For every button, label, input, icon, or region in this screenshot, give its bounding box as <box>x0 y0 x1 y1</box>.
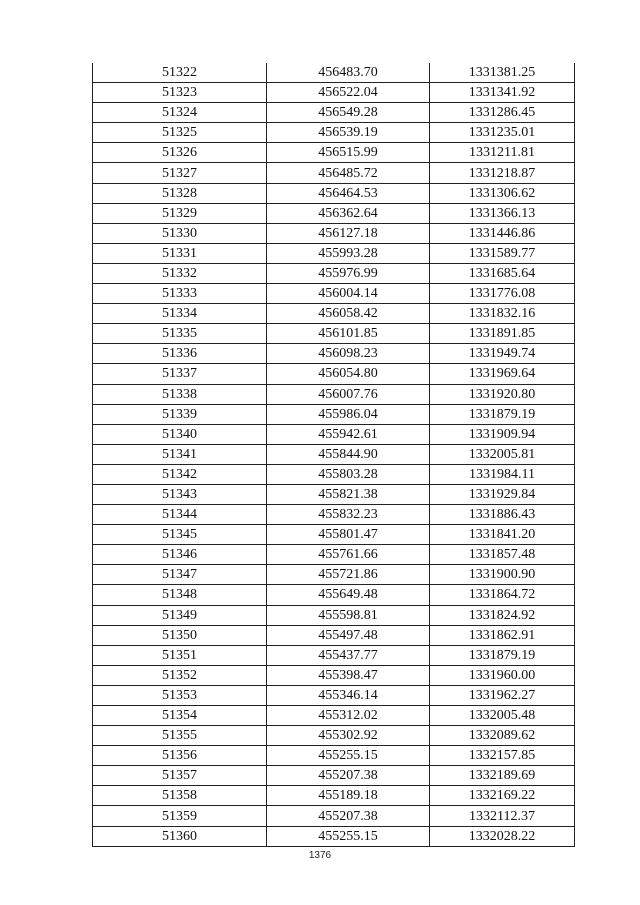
x-coordinate-cell: 455598.81 <box>267 605 430 625</box>
x-coordinate-cell: 455821.38 <box>267 484 430 504</box>
table-row <box>93 645 575 665</box>
point-id-cell: 51341 <box>93 444 267 464</box>
table-row <box>93 726 575 746</box>
x-coordinate-cell: 455649.48 <box>267 585 430 605</box>
x-coordinate-cell: 456362.64 <box>267 203 430 223</box>
table-row <box>93 484 575 504</box>
point-id-cell: 51343 <box>93 484 267 504</box>
x-coordinate-cell: 455844.90 <box>267 444 430 464</box>
y-coordinate-cell: 1332189.69 <box>430 766 575 786</box>
x-coordinate-cell: 456549.28 <box>267 103 430 123</box>
x-coordinate-cell: 455437.77 <box>267 645 430 665</box>
y-coordinate-cell: 1331949.74 <box>430 344 575 364</box>
point-id-cell: 51344 <box>93 505 267 525</box>
x-coordinate-cell: 455255.15 <box>267 826 430 846</box>
table-row <box>93 585 575 605</box>
y-coordinate-cell: 1332089.62 <box>430 726 575 746</box>
point-id-cell: 51345 <box>93 525 267 545</box>
coordinate-table-body <box>93 63 575 846</box>
y-coordinate-cell: 1331211.81 <box>430 143 575 163</box>
y-coordinate-cell: 1331776.08 <box>430 284 575 304</box>
y-coordinate-cell: 1331984.11 <box>430 464 575 484</box>
x-coordinate-cell: 455721.86 <box>267 565 430 585</box>
x-coordinate-cell: 455993.28 <box>267 243 430 263</box>
x-coordinate-cell: 456464.53 <box>267 183 430 203</box>
table-row <box>93 404 575 424</box>
point-id-cell: 51348 <box>93 585 267 605</box>
point-id-cell: 51349 <box>93 605 267 625</box>
table-row <box>93 665 575 685</box>
y-coordinate-cell: 1331832.16 <box>430 304 575 324</box>
y-coordinate-cell: 1331900.90 <box>430 565 575 585</box>
point-id-cell: 51326 <box>93 143 267 163</box>
table-row <box>93 83 575 103</box>
table-row <box>93 284 575 304</box>
y-coordinate-cell: 1331960.00 <box>430 665 575 685</box>
point-id-cell: 51338 <box>93 384 267 404</box>
y-coordinate-cell: 1332005.48 <box>430 706 575 726</box>
table-row <box>93 826 575 846</box>
y-coordinate-cell: 1331306.62 <box>430 183 575 203</box>
table-row <box>93 263 575 283</box>
table-row <box>93 324 575 344</box>
y-coordinate-cell: 1331589.77 <box>430 243 575 263</box>
y-coordinate-cell: 1331909.94 <box>430 424 575 444</box>
point-id-cell: 51337 <box>93 364 267 384</box>
table-row <box>93 183 575 203</box>
point-id-cell: 51328 <box>93 183 267 203</box>
y-coordinate-cell: 1331879.19 <box>430 645 575 665</box>
x-coordinate-cell: 455497.48 <box>267 625 430 645</box>
y-coordinate-cell: 1331891.85 <box>430 324 575 344</box>
point-id-cell: 51329 <box>93 203 267 223</box>
x-coordinate-cell: 455207.38 <box>267 806 430 826</box>
x-coordinate-cell: 455189.18 <box>267 786 430 806</box>
table-row <box>93 625 575 645</box>
x-coordinate-cell: 455976.99 <box>267 263 430 283</box>
y-coordinate-cell: 1331366.13 <box>430 203 575 223</box>
point-id-cell: 51346 <box>93 545 267 565</box>
point-id-cell: 51334 <box>93 304 267 324</box>
x-coordinate-cell: 456515.99 <box>267 143 430 163</box>
x-coordinate-cell: 455255.15 <box>267 746 430 766</box>
table-row <box>93 806 575 826</box>
x-coordinate-cell: 456004.14 <box>267 284 430 304</box>
point-id-cell: 51335 <box>93 324 267 344</box>
y-coordinate-cell: 1331286.45 <box>430 103 575 123</box>
y-coordinate-cell: 1331235.01 <box>430 123 575 143</box>
table-row <box>93 304 575 324</box>
x-coordinate-cell: 456539.19 <box>267 123 430 143</box>
y-coordinate-cell: 1331824.92 <box>430 605 575 625</box>
table-row <box>93 565 575 585</box>
x-coordinate-cell: 456098.23 <box>267 344 430 364</box>
point-id-cell: 51353 <box>93 685 267 705</box>
point-id-cell: 51356 <box>93 746 267 766</box>
coordinate-table <box>92 63 575 847</box>
point-id-cell: 51350 <box>93 625 267 645</box>
point-id-cell: 51325 <box>93 123 267 143</box>
table-row <box>93 505 575 525</box>
y-coordinate-cell: 1331879.19 <box>430 404 575 424</box>
table-row <box>93 706 575 726</box>
point-id-cell: 51357 <box>93 766 267 786</box>
x-coordinate-cell: 456058.42 <box>267 304 430 324</box>
point-id-cell: 51354 <box>93 706 267 726</box>
x-coordinate-cell: 455761.66 <box>267 545 430 565</box>
table-row <box>93 444 575 464</box>
point-id-cell: 51358 <box>93 786 267 806</box>
x-coordinate-cell: 455942.61 <box>267 424 430 444</box>
x-coordinate-cell: 455803.28 <box>267 464 430 484</box>
table-row <box>93 424 575 444</box>
table-row <box>93 525 575 545</box>
table-row <box>93 203 575 223</box>
point-id-cell: 51330 <box>93 223 267 243</box>
y-coordinate-cell: 1332028.22 <box>430 826 575 846</box>
table-row <box>93 243 575 263</box>
x-coordinate-cell: 455832.23 <box>267 505 430 525</box>
point-id-cell: 51327 <box>93 163 267 183</box>
table-row <box>93 364 575 384</box>
y-coordinate-cell: 1331381.25 <box>430 63 575 83</box>
table-row <box>93 344 575 364</box>
point-id-cell: 51339 <box>93 404 267 424</box>
table-row <box>93 223 575 243</box>
x-coordinate-cell: 456485.72 <box>267 163 430 183</box>
table-row <box>93 103 575 123</box>
x-coordinate-cell: 456127.18 <box>267 223 430 243</box>
table-row <box>93 464 575 484</box>
x-coordinate-cell: 456101.85 <box>267 324 430 344</box>
x-coordinate-cell: 455986.04 <box>267 404 430 424</box>
y-coordinate-cell: 1332112.37 <box>430 806 575 826</box>
table-row <box>93 63 575 83</box>
point-id-cell: 51322 <box>93 63 267 83</box>
y-coordinate-cell: 1331864.72 <box>430 585 575 605</box>
table-row <box>93 766 575 786</box>
table-row <box>93 685 575 705</box>
y-coordinate-cell: 1331685.64 <box>430 263 575 283</box>
y-coordinate-cell: 1331841.20 <box>430 525 575 545</box>
point-id-cell: 51352 <box>93 665 267 685</box>
point-id-cell: 51323 <box>93 83 267 103</box>
y-coordinate-cell: 1331857.48 <box>430 545 575 565</box>
x-coordinate-cell: 456522.04 <box>267 83 430 103</box>
y-coordinate-cell: 1331862.91 <box>430 625 575 645</box>
y-coordinate-cell: 1331969.64 <box>430 364 575 384</box>
page-number: 1376 <box>308 850 332 861</box>
table-row <box>93 786 575 806</box>
x-coordinate-cell: 455801.47 <box>267 525 430 545</box>
x-coordinate-cell: 455346.14 <box>267 685 430 705</box>
y-coordinate-cell: 1331962.27 <box>430 685 575 705</box>
y-coordinate-cell: 1332157.85 <box>430 746 575 766</box>
y-coordinate-cell: 1331446.86 <box>430 223 575 243</box>
table-row <box>93 123 575 143</box>
y-coordinate-cell: 1332169.22 <box>430 786 575 806</box>
table-row <box>93 384 575 404</box>
y-coordinate-cell: 1331929.84 <box>430 484 575 504</box>
point-id-cell: 51347 <box>93 565 267 585</box>
table-row <box>93 605 575 625</box>
point-id-cell: 51332 <box>93 263 267 283</box>
table-row <box>93 163 575 183</box>
x-coordinate-cell: 455398.47 <box>267 665 430 685</box>
point-id-cell: 51360 <box>93 826 267 846</box>
table-row <box>93 746 575 766</box>
x-coordinate-cell: 455207.38 <box>267 766 430 786</box>
y-coordinate-cell: 1331218.87 <box>430 163 575 183</box>
point-id-cell: 51355 <box>93 726 267 746</box>
x-coordinate-cell: 456483.70 <box>267 63 430 83</box>
point-id-cell: 51333 <box>93 284 267 304</box>
table-row <box>93 545 575 565</box>
point-id-cell: 51331 <box>93 243 267 263</box>
y-coordinate-cell: 1331886.43 <box>430 505 575 525</box>
point-id-cell: 51351 <box>93 645 267 665</box>
y-coordinate-cell: 1331341.92 <box>430 83 575 103</box>
x-coordinate-cell: 456007.76 <box>267 384 430 404</box>
y-coordinate-cell: 1331920.80 <box>430 384 575 404</box>
x-coordinate-cell: 455312.02 <box>267 706 430 726</box>
y-coordinate-cell: 1332005.81 <box>430 444 575 464</box>
point-id-cell: 51342 <box>93 464 267 484</box>
point-id-cell: 51359 <box>93 806 267 826</box>
table-row <box>93 143 575 163</box>
x-coordinate-cell: 456054.80 <box>267 364 430 384</box>
point-id-cell: 51340 <box>93 424 267 444</box>
point-id-cell: 51336 <box>93 344 267 364</box>
point-id-cell: 51324 <box>93 103 267 123</box>
x-coordinate-cell: 455302.92 <box>267 726 430 746</box>
